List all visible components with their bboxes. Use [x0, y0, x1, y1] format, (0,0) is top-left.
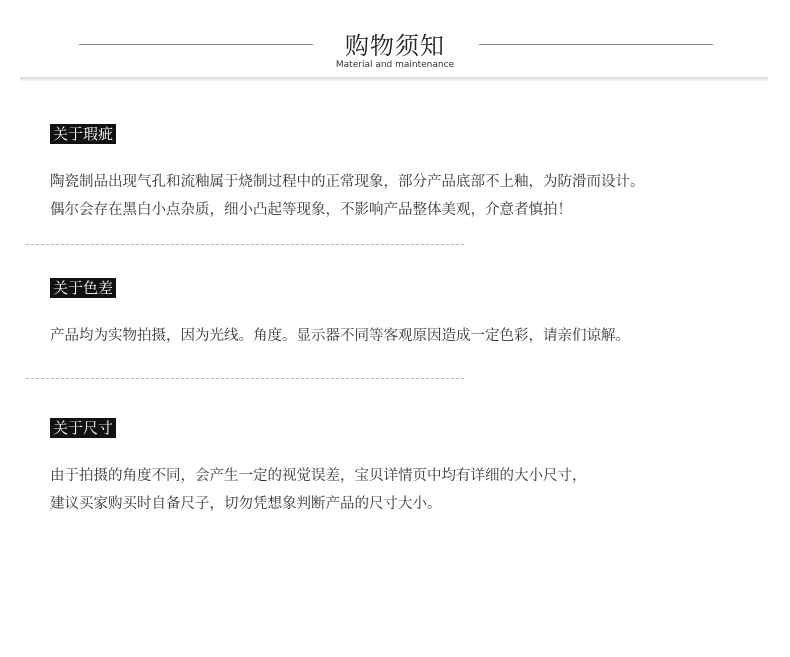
header	[0, 0, 790, 80]
body-line: 陶瓷制品出现气孔和流釉属于烧制过程中的正常现象，部分产品底部不上釉，为防滑而设计。	[50, 174, 645, 190]
section-tag-color-difference: 关于色差	[50, 278, 116, 298]
section-body-defects	[50, 168, 750, 224]
page-subtitle: Material and maintenance	[335, 60, 455, 70]
section-defects	[50, 124, 750, 224]
dashed-divider	[26, 378, 464, 379]
body-line: 建议买家购买时自备尺子，切勿凭想象判断产品的尺寸大小。	[50, 496, 442, 512]
section-color-difference	[50, 278, 750, 350]
section-body-color-difference	[50, 322, 750, 350]
body-line: 由于拍摄的角度不同，会产生一定的视觉误差，宝贝详情页中均有详细的大小尺寸，	[50, 468, 587, 484]
header-shadow-divider	[20, 77, 768, 81]
section-tag-size: 关于尺寸	[50, 418, 116, 438]
header-right-rule	[479, 44, 713, 45]
dashed-divider	[26, 244, 464, 245]
section-tag-defects: 关于瑕疵	[50, 124, 116, 144]
body-line: 偶尔会存在黑白小点杂质，细小凸起等现象，不影响产品整体美观，介意者慎拍！	[50, 202, 572, 218]
section-size	[50, 418, 750, 518]
page-title: 购物须知	[345, 32, 445, 60]
section-body-size	[50, 462, 750, 518]
body-line: 产品均为实物拍摄，因为光线。角度。显示器不同等客观原因造成一定色彩，请亲们谅解。	[50, 328, 630, 344]
